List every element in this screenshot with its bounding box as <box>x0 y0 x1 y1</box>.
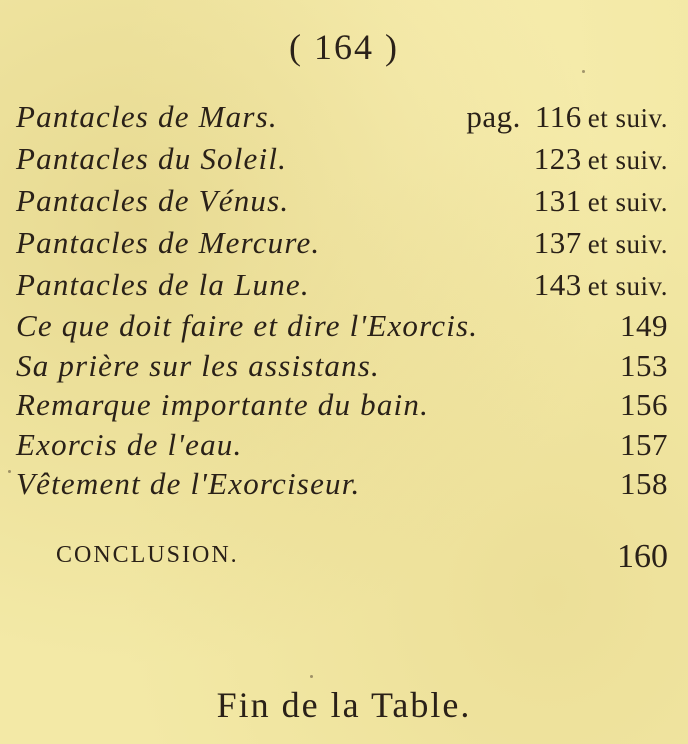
entry-page <box>534 222 668 265</box>
entry-page <box>534 180 668 223</box>
entry-page <box>620 306 668 346</box>
page-number-value: 149 <box>620 308 668 343</box>
toc-entry <box>10 385 670 425</box>
entry-page <box>534 138 668 181</box>
entry-title: Pantacles du Soleil. <box>16 141 288 176</box>
conclusion-label: CONCLUSION. <box>56 542 239 568</box>
entry-page <box>620 385 668 425</box>
toc-entry <box>10 346 670 386</box>
page-number-value: 116 <box>534 99 582 134</box>
toc-entry <box>10 222 670 264</box>
page-suffix: et suiv. <box>587 103 668 133</box>
entry-title: Exorcis de l'eau. <box>16 426 243 462</box>
toc-entry <box>10 306 670 346</box>
entry-title: Ce que doit faire et dire l'Exorcis. <box>16 308 479 343</box>
page-number-value: 131 <box>533 183 582 218</box>
page-number-value: 137 <box>533 225 582 260</box>
entry-page <box>466 96 668 139</box>
page-number-value: 157 <box>620 426 668 462</box>
page-number-value: 156 <box>620 387 668 422</box>
entry-title: Remarque importante du bain. <box>16 387 430 422</box>
toc-entry <box>10 464 670 504</box>
end-of-table: Fin de la Table. <box>216 685 472 725</box>
entry-title: Pantacles de Mercure. <box>16 225 321 260</box>
page-suffix: et suiv. <box>587 271 668 301</box>
toc-entry <box>10 425 670 465</box>
page-suffix: et suiv. <box>587 145 668 175</box>
page-number-value: 153 <box>620 347 668 383</box>
conclusion-entry <box>0 538 688 582</box>
page-number-value: 158 <box>620 466 668 501</box>
toc-entry <box>10 138 670 180</box>
entry-title: Pantacles de Mars. <box>16 99 278 134</box>
page-number-value: 143 <box>533 267 582 302</box>
entry-page <box>620 464 668 504</box>
entry-page <box>534 264 668 307</box>
toc-entry <box>10 264 670 306</box>
entry-page <box>620 425 668 465</box>
page-prefix: pag. <box>466 99 521 134</box>
entry-page <box>620 346 668 386</box>
paper-speck <box>8 470 11 473</box>
entry-title: Vêtement de l'Exorciseur. <box>16 466 361 501</box>
entry-title: Pantacles de Vénus. <box>16 183 290 218</box>
toc-entry <box>10 180 670 222</box>
page-suffix: et suiv. <box>587 229 668 259</box>
page-suffix: et suiv. <box>587 187 668 217</box>
page-number: ( 164 ) <box>289 27 399 67</box>
conclusion-page: 160 <box>617 538 668 575</box>
entry-title: Pantacles de la Lune. <box>16 267 310 302</box>
entry-title: Sa prière sur les assistans. <box>16 347 381 383</box>
table-of-contents <box>10 96 670 504</box>
toc-entry <box>10 96 670 138</box>
page-number-value: 123 <box>533 141 582 176</box>
paper-speck <box>310 675 313 678</box>
paper-speck <box>582 70 585 73</box>
